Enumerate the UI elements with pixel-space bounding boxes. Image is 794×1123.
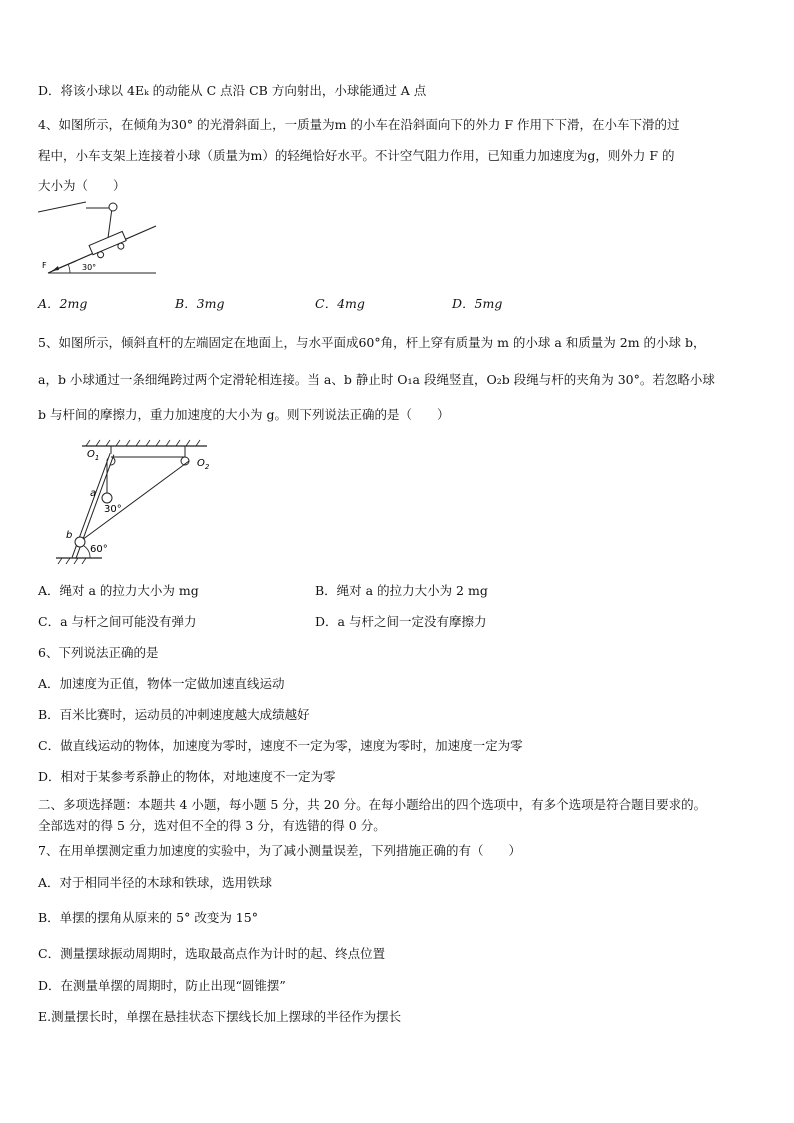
ball-a [102,493,112,503]
q6-option-d: D．相对于某参考系静止的物体，对地速度不一定为零 [38,769,336,784]
cart-post [108,208,112,238]
q6-option-a: A．加速度为正值，物体一定做加速直线运动 [38,676,285,691]
ceiling-line [38,202,86,212]
q4-option-b: B．3mg [175,296,225,311]
angle-30-label: 30° [82,263,97,272]
q5-option-c: C．a 与杆之间可能没有弹力 [38,614,197,629]
q7-option-c: C．测量摆球振动周期时，选取最高点作为计时的起、终点位置 [38,946,386,961]
q4-option-c: C．4mg [315,296,365,311]
rope-o2b [82,461,189,540]
q5-stem-line2: a，b 小球通过一条细绳跨过两个定滑轮相连接。当 a、b 静止时 O₁a 段绳竖直，O₂b 段绳与杆的夹角为 30°。若忽略小球 [38,372,715,387]
q4-stem-line3: 大小为（ ） [38,178,126,193]
q4-incline-figure [38,198,168,278]
q7-option-e: E.测量摆长时，单摆在悬挂状态下摆线长加上摆球的半径作为摆长 [38,1009,402,1024]
q3-option-d: D．将该小球以 4Eₖ 的动能从 C 点沿 CB 方向射出，小球能通过 A 点 [38,83,427,98]
q6-stem: 6、下列说法正确的是 [38,645,159,660]
q7-stem: 7、在用单摆测定重力加速度的实验中，为了减小测量误差，下列措施正确的有（ ） [38,843,521,858]
hanging-ball [109,203,117,211]
q5-pulley-figure [52,436,222,566]
section2-line2: 全部选对的得 5 分，选对但不全的得 3 分，有选错的得 0 分。 [38,818,386,833]
q6-option-c: C．做直线运动的物体，加速度为零时，速度不一定为零，速度为零时，加速度一定为零 [38,738,523,753]
label-o1: $O_1$ [87,449,100,462]
q4-option-a: A．2mg [38,296,88,311]
label-a: a [90,488,97,499]
q5-option-a: A．绳对 a 的拉力大小为 mg [38,583,199,598]
q4-stem-line2: 程中，小车支架上连接着小球（质量为m）的轻绳恰好水平。不计空气阻力作用，已知重力加速度为g，则外力 F 的 [38,148,675,163]
section2-line1: 二、多项选择题：本题共 4 小题，每小题 5 分，共 20 分。在每小题给出的四个选项中，有多个选项是符合题目要求的。 [38,797,707,812]
q5-option-b: B．绳对 a 的拉力大小为 2 mg [315,583,488,598]
q5-stem-line1: 5、如图所示，倾斜直杆的左端固定在地面上，与水平面成60°角，杆上穿有质量为 m 的小球 a 和质量为 2m 的小球 b， [38,335,706,350]
ball-b [75,537,85,547]
label-b: b [66,530,73,541]
q5-stem-line3: b 与杆间的摩擦力，重力加速度的大小为 g。则下列说法正确的是（ ） [38,407,450,422]
q4-option-d: D．5mg [452,296,503,311]
q5-option-d: D．a 与杆之间一定没有摩擦力 [315,614,487,629]
label-angle-60: 60° [90,544,108,555]
q7-option-a: A．对于相同半径的木球和铁球，选用铁球 [38,875,273,890]
label-angle-30: 30° [104,504,122,515]
label-o2: $O_2$ [197,458,210,471]
q7-option-b: B．单摆的摆角从原来的 5° 改变为 15° [38,910,258,925]
q6-option-b: B．百米比赛时，运动员的冲刺速度越大成绩越好 [38,707,310,722]
q7-option-d: D．在测量单摆的周期时，防止出现“圆锥摆” [38,978,286,993]
q4-stem-line1: 4、如图所示，在倾角为30° 的光滑斜面上，一质量为m 的小车在沿斜面向下的外力 F 作用下下滑，在小车下滑的过 [38,117,680,132]
force-label: F [42,261,47,270]
